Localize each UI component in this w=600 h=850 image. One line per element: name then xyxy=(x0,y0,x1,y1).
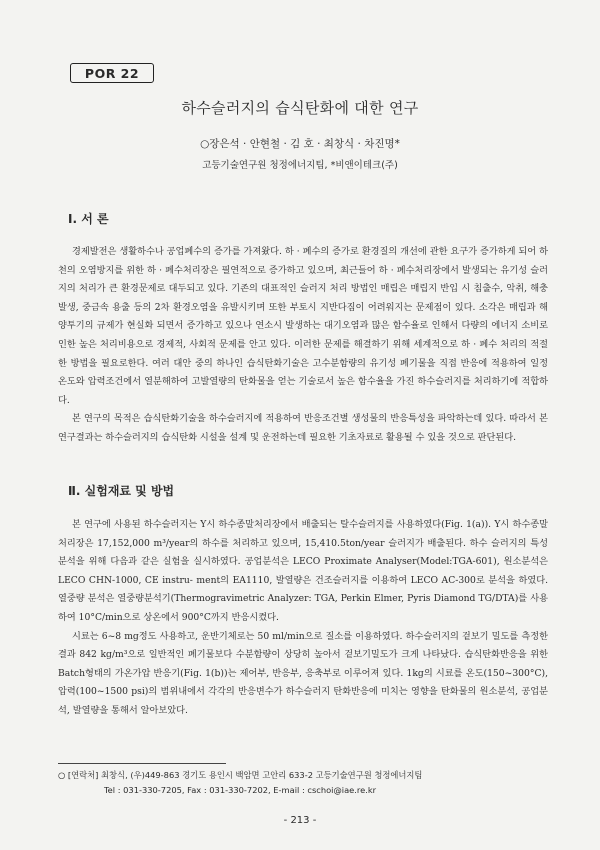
footnote-contact: ○ [연락처] 최창식, (우)449-863 경기도 용인시 백암면 고안리 633-2 고등기술연구원 청정에너지팀 xyxy=(58,770,423,780)
section-heading-introduction: Ⅰ. 서 론 xyxy=(68,212,109,226)
footnote-divider xyxy=(58,763,226,764)
footnote-phone-email: Tel : 031-330-7205, Fax : 031-330-7202, E-mail : cschoi@iae.re.kr xyxy=(104,785,377,795)
paper-title: 하수슬러지의 습식탄화에 대한 연구 xyxy=(181,99,419,117)
section-heading-methods: Ⅱ. 실험재료 및 방법 xyxy=(68,484,175,498)
author-list: ○장은석 · 안현철 · 김 호 · 최창식 · 차진명* xyxy=(200,138,400,150)
methods-body xyxy=(58,516,548,721)
page-number: - 213 - xyxy=(283,815,317,826)
poster-id-badge: POR 22 xyxy=(70,63,154,83)
paragraph: 경제발전은 생활하수나 공업폐수의 증가를 가져왔다. 하 · 폐수의 증가로 환경질의 개선에 관한 요구가 증가하게 되어 하천의 오염방지를 위한 하 · 폐수처리장은 필연적으로 증가하고 있으며, 최근들어 하 · 폐수처리장에서 발생되는 유기성 슬러지의 처리가 큰 환경문제로 대두되고 있다. 기존의 대표적인 슬러지 처리 방법인 매립은 매립지 반입 시 침출수, 악취, 해충 발생, 중금속 용출 등의 2차 환경오염을 유발시키며 또한 부토시 지반다짐이 어려워지는 문제점이 있다. 소각은 매립과 해양투기의 규제가 현실화 되면서 증가하고 있으나 연소시 발생하는 대기오염과 많은 함수율로 인해서 다량의 에너지 소비로 인한 높은 처리비용으로 경제적, 사회적 문제를 안고 있다. 이러한 문제를 해결하기 위해 세계적으로 하 · 폐수 처리의 적절한 방법을 필요로한다. 여러 대안 중의 하나인 습식탄화기술은 고수분함량의 유기성 폐기물을 직접 반응에 적용하여 일정 온도와 압력조건에서 열분해하여 고발열량의 탄화물을 얻는 기술로서 높은 함수율을 가진 하수슬러지를 처리하기에 적합하다. xyxy=(58,246,548,406)
paragraph: 시료는 6~8 mg정도 사용하고, 운반기체로는 50 ml/min으로 질소를 이용하였다. 하수슬러지의 겉보기 밀도를 측정한 결과 842 kg/m³으로 일반적인 폐기물보다 수분함량이 상당히 높아서 겉보기밀도가 크게 나타났다. 습식탄화반응을 위한 Batch형태의 가온가압 반응기(Fig. 1(b))는 제어부, 반응부, 응축부로 이루어져 있다. 1kg의 시료를 온도(150~300°C), 압력(100~1500 psi)의 범위내에서 각각의 반응변수가 하수슬러지 탄화반응에 미치는 영향을 탄화물의 원소분석, 공업분석, 발열량을 통해서 알아보았다. xyxy=(58,630,548,716)
paragraph: 본 연구에 사용된 하수슬러지는 Y시 하수종말처리장에서 배출되는 탈수슬러지를 사용하였다(Fig. 1(a)). Y시 하수종말처리장은 17,152,000 m³/year의 하수를 처리하고 있으며, 15,410.5ton/year 슬러지가 배출된다. 하수 슬러지의 특성분석을 위해 다음과 같은 실험을 실시하였다. 공업분석은 LECO Proximate Analyser(Model:TGA-601), 원소분석은 LECO CHN-1000, CE instru- ment의 EA1110, 발열량은 건조슬러지를 이용하여 LECO AC-300로 분석을 하였다. 열중량 분석은 열중량분석기(Thermogravimetric Analyzer: TGA, Perkin Elmer, Pyris Diamond TG/DTA)를 사용하여 10°C/min으로 상온에서 900°C까지 반응시켰다. xyxy=(58,519,548,623)
paragraph: 본 연구의 목적은 습식탄화기술을 하수슬러지에 적용하여 반응조건별 생성물의 반응특성을 파악하는데 있다. 따라서 본 연구결과는 하수슬러지의 습식탄화 시설을 설계 및 운전하는데 필요한 기초자료로 활용될 수 있을 것으로 판단된다. xyxy=(58,413,548,443)
affiliation: 고등기술연구원 청정에너지팀, *비앤이테크(주) xyxy=(202,160,398,171)
introduction-body xyxy=(58,243,548,448)
footnote xyxy=(58,768,548,798)
